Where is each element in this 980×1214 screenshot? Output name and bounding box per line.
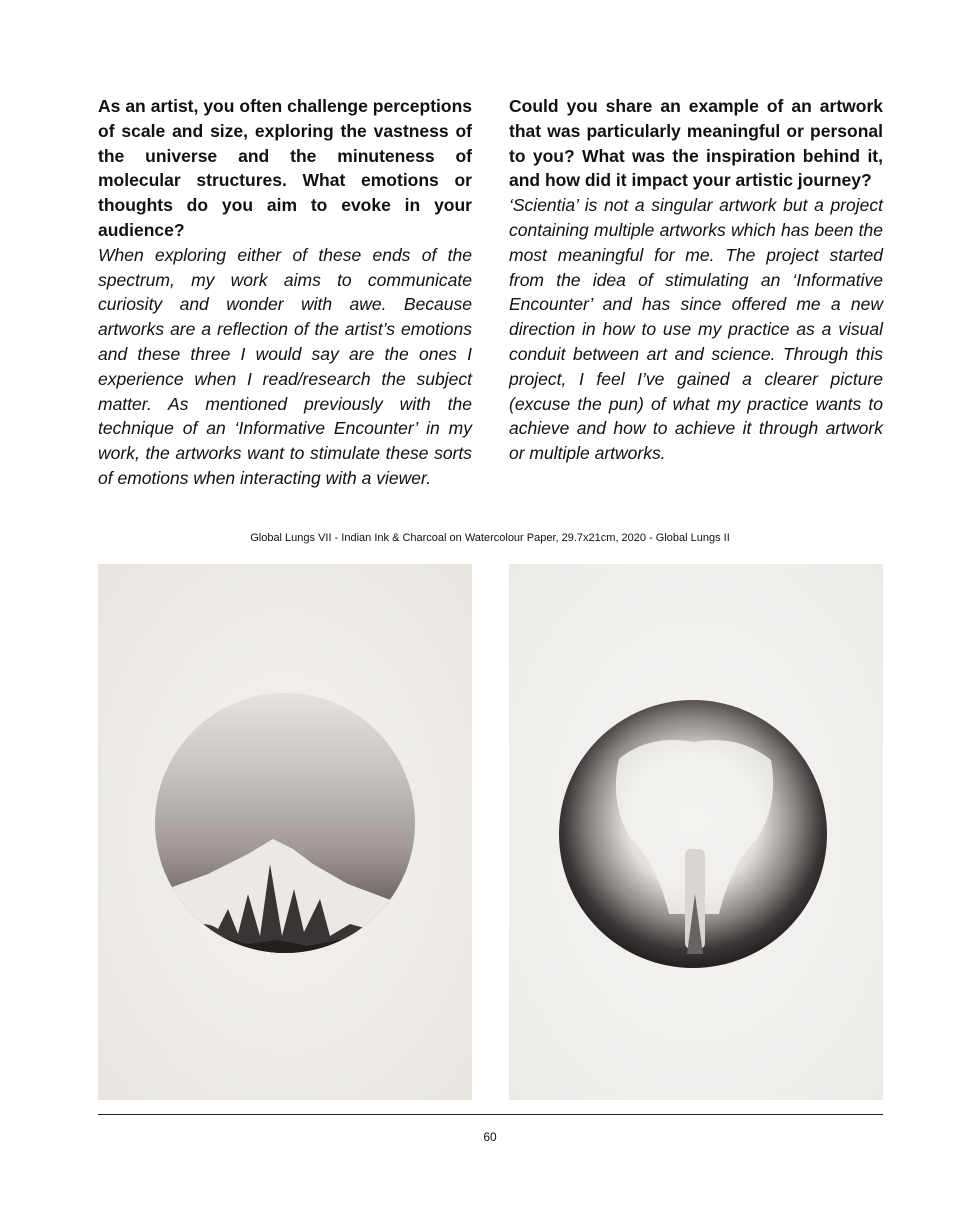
right-column <box>509 94 883 466</box>
artwork-global-lungs-ii <box>509 564 883 1100</box>
page-number: 60 <box>483 1130 497 1144</box>
footer-divider <box>98 1114 883 1115</box>
right-answer: ‘Scientia’ is not a singular artwork but a project containing multiple artworks which has been the most meaningful for me. The project started from the idea of stimulating an ‘Informative Encounter’ and has since offered me a new direction in how to use my practice as a visual conduit between art and science. Through this project, I feel I’ve gained a clearer picture (excuse the pun) of what my practice wants to achieve and how to achieve it through artwork or multiple artworks. <box>509 195 883 464</box>
right-question: Could you share an example of an artwork that was particularly meaningful or personal to you? What was the inspiration behind it, and how did it impact your artistic journey? <box>509 96 883 191</box>
artwork-global-lungs-vii <box>98 564 472 1100</box>
left-question: As an artist, you often challenge perceptions of scale and size, exploring the vastness of the universe and the minuteness of molecular structures. What emotions or thoughts do you aim to evoke in your audience? <box>98 96 472 240</box>
figure-caption: Global Lungs VII - Indian Ink & Charcoal on Watercolour Paper, 29.7x21cm, 2020 - Global Lungs II <box>250 532 730 544</box>
left-answer: When exploring either of these ends of the spectrum, my work aims to communicate curiosity and wonder with awe. Because artworks are a reflection of the artist’s emotions and these three I would say are the ones I experience when I read/research the subject matter. As mentioned previously with the technique of an ‘Informative Encounter’ in my work, the artworks want to stimulate these sorts of emotions when interacting with a viewer. <box>98 244 472 488</box>
left-column <box>98 94 472 491</box>
